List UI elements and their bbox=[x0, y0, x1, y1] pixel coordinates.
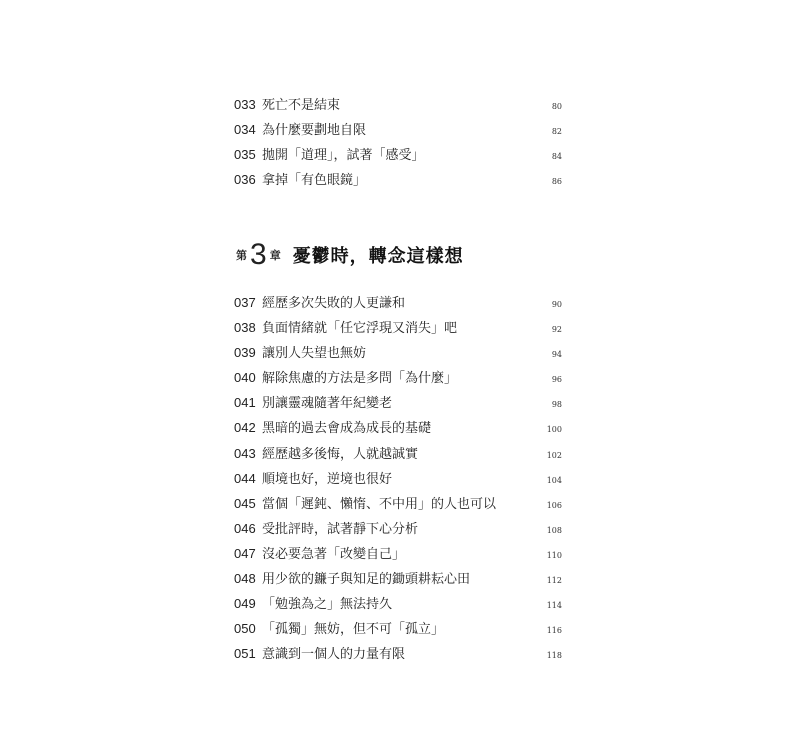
entry-number: 050 bbox=[234, 621, 256, 637]
entry-number: 047 bbox=[234, 545, 256, 561]
toc-entry[interactable] bbox=[234, 466, 562, 491]
entry-title: 負面情緒就「任它浮現又消失」吧 bbox=[262, 321, 458, 337]
toc-entry[interactable] bbox=[234, 415, 562, 440]
entry-number: 042 bbox=[234, 420, 256, 436]
entry-page: 86 bbox=[551, 177, 562, 187]
entry-page: 112 bbox=[546, 576, 562, 586]
toc-entry[interactable] bbox=[234, 491, 562, 516]
entry-page: 98 bbox=[551, 400, 562, 410]
entry-title: 讓別人失望也無妨 bbox=[262, 346, 367, 362]
entry-page: 82 bbox=[551, 127, 562, 137]
toc-entry[interactable] bbox=[234, 516, 562, 541]
entry-page: 104 bbox=[546, 475, 562, 485]
entry-number: 035 bbox=[234, 147, 256, 163]
entry-title: 受批評時，試著靜下心分析 bbox=[262, 521, 419, 537]
entry-title: 當個「遲鈍、懶惰、不中用」的人也可以 bbox=[262, 496, 497, 512]
entry-number: 051 bbox=[234, 646, 256, 662]
entry-number: 039 bbox=[234, 345, 256, 361]
entry-title: 解除焦慮的方法是多問「為什麼」 bbox=[262, 371, 458, 387]
entry-title: 拋開「道理」，試著「感受」 bbox=[262, 148, 425, 164]
chapter-suffix: 章 bbox=[269, 249, 281, 262]
entry-page: 80 bbox=[551, 102, 562, 111]
entry-title: 「孤獨」無妨，但不可「孤立」 bbox=[262, 622, 445, 638]
entry-number: 044 bbox=[234, 470, 256, 486]
entry-title: 別讓靈魂隨著年紀變老 bbox=[262, 396, 393, 412]
toc-entry[interactable] bbox=[234, 167, 562, 192]
entry-page: 116 bbox=[546, 626, 562, 636]
toc-entry[interactable] bbox=[234, 92, 562, 117]
entry-number: 046 bbox=[234, 520, 256, 536]
entry-number: 045 bbox=[234, 495, 256, 511]
entry-number: 033 bbox=[234, 97, 256, 112]
entry-title: 經歷多次失敗的人更謙和 bbox=[262, 296, 406, 311]
entry-page: 118 bbox=[546, 651, 562, 661]
entry-number: 036 bbox=[234, 172, 256, 188]
chapter-prefix: 第 bbox=[236, 249, 247, 262]
entry-number: 034 bbox=[234, 122, 256, 138]
entry-title: 「勉強為之」無法持久 bbox=[262, 597, 393, 613]
entry-page: 90 bbox=[551, 300, 562, 309]
toc-entry[interactable] bbox=[234, 541, 562, 566]
chapter-number: 3 bbox=[250, 238, 267, 271]
entry-title: 為什麼要劃地自限 bbox=[262, 123, 367, 139]
toc-entry[interactable] bbox=[234, 441, 562, 466]
entry-page: 96 bbox=[551, 375, 562, 385]
toc-entry[interactable] bbox=[234, 290, 562, 315]
entry-title: 死亡不是結束 bbox=[262, 98, 341, 113]
chapter-heading bbox=[236, 238, 464, 272]
toc-entry[interactable] bbox=[234, 142, 562, 167]
entry-page: 84 bbox=[551, 152, 562, 162]
entry-number: 040 bbox=[234, 370, 256, 386]
entry-number: 048 bbox=[234, 571, 256, 587]
entry-number: 038 bbox=[234, 320, 256, 336]
entry-page: 102 bbox=[546, 450, 562, 460]
entry-title: 拿掉「有色眼鏡」 bbox=[262, 173, 367, 189]
toc-entry[interactable] bbox=[234, 390, 562, 415]
toc-entry[interactable] bbox=[234, 591, 562, 616]
toc-entry[interactable] bbox=[234, 117, 562, 142]
toc-entry[interactable] bbox=[234, 340, 562, 365]
entry-title: 用少欲的鐮子與知足的鋤頭耕耘心田 bbox=[262, 572, 471, 588]
toc-list-chapter-3 bbox=[234, 290, 562, 666]
entry-number: 049 bbox=[234, 596, 256, 612]
chapter-title: 憂鬱時，轉念這樣想 bbox=[292, 246, 464, 267]
entry-number: 041 bbox=[234, 395, 256, 411]
entry-title: 意識到一個人的力量有限 bbox=[262, 647, 406, 663]
entry-title: 黑暗的過去會成為成長的基礎 bbox=[262, 421, 432, 437]
entry-page: 94 bbox=[551, 350, 562, 360]
toc-list-previous-chapter bbox=[234, 92, 562, 192]
entry-title: 沒必要急著「改變自己」 bbox=[262, 546, 406, 562]
toc-entry[interactable] bbox=[234, 365, 562, 390]
entry-page: 108 bbox=[546, 525, 562, 535]
entry-page: 100 bbox=[546, 425, 562, 435]
toc-entry[interactable] bbox=[234, 566, 562, 591]
entry-number: 037 bbox=[234, 295, 256, 310]
toc-entry[interactable] bbox=[234, 616, 562, 641]
toc-entry[interactable] bbox=[234, 641, 562, 666]
entry-number: 043 bbox=[234, 445, 256, 461]
entry-title: 經歷越多後悔，人就越誠實 bbox=[262, 446, 419, 462]
entry-page: 110 bbox=[546, 550, 562, 560]
entry-page: 114 bbox=[546, 601, 562, 611]
entry-title: 順境也好，逆境也很好 bbox=[262, 471, 393, 487]
entry-page: 92 bbox=[551, 325, 562, 335]
entry-page: 106 bbox=[546, 500, 562, 510]
toc-entry[interactable] bbox=[234, 315, 562, 340]
